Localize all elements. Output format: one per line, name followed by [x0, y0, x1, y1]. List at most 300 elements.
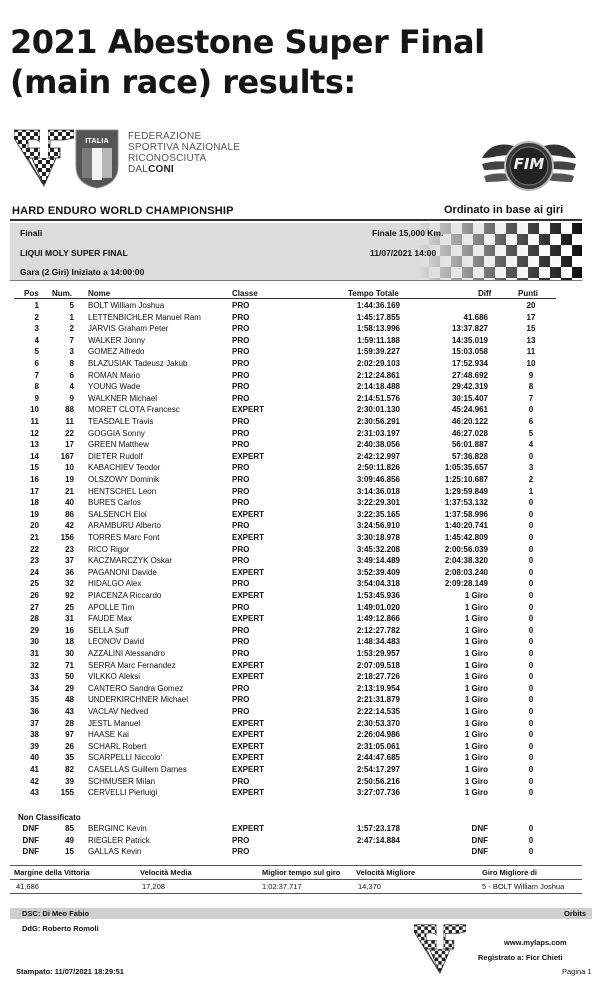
- cell-name: HENTSCHEL Leon: [88, 486, 157, 496]
- championship-title: HARD ENDURO WORLD CHAMPIONSHIP: [12, 205, 234, 217]
- cell-points: 0: [528, 405, 534, 415]
- table-row: [0, 497, 592, 508]
- cell-points: 0: [528, 579, 534, 589]
- cell-diff: 1 Giro: [464, 776, 488, 786]
- margin-label: Margine della Vittoria: [14, 868, 90, 877]
- cell-name: PAGANONI Davide: [88, 567, 157, 577]
- fmi-logo: [14, 128, 74, 188]
- cell-num: 16: [65, 625, 74, 635]
- cell-time: 2:31:05.061: [356, 741, 400, 751]
- table-row: [0, 729, 592, 740]
- cell-points: 0: [528, 707, 534, 716]
- cell-num: 71: [65, 660, 74, 670]
- cell-num: 22: [65, 428, 74, 438]
- cell-num: 23: [65, 544, 74, 554]
- cell-pos: 41: [30, 765, 39, 774]
- cell-num: 4: [69, 382, 74, 392]
- avg-speed-label: Velocità Media: [140, 868, 192, 877]
- cell-time: 2:44:47.685: [356, 753, 400, 763]
- cell-points: 0: [528, 660, 534, 670]
- table-row: [0, 590, 592, 601]
- table-row: [0, 578, 592, 589]
- table-row: [0, 648, 592, 659]
- cell-pos: 13: [30, 440, 39, 450]
- cell-time: 1:48:34.483: [356, 637, 400, 647]
- cell-points: 0: [528, 521, 534, 531]
- cell-points: 0: [528, 824, 534, 833]
- cell-time: 2:14:18.488: [356, 382, 400, 392]
- cell-num: 15: [65, 847, 74, 857]
- cell-num: 36: [65, 567, 74, 577]
- cell-diff: 46:27.028: [451, 428, 488, 438]
- cell-diff: 1 Giro: [464, 637, 488, 647]
- table-row: [0, 381, 592, 392]
- best-speed-label: Velocità Migliore: [356, 868, 416, 877]
- cell-num: 8: [69, 359, 74, 368]
- cell-num: 42: [65, 521, 74, 531]
- cell-pos: 14: [30, 451, 39, 461]
- cell-num: 82: [65, 765, 74, 774]
- table-row: [0, 404, 592, 415]
- cell-diff: 2:09:28.149: [444, 579, 488, 589]
- table-row: [0, 451, 592, 462]
- cell-num: 6: [69, 370, 74, 380]
- cell-name: UNDERKIRCHNER Michael: [88, 695, 189, 705]
- cell-time: 1:49:12.866: [356, 614, 400, 624]
- cell-points: 0: [528, 625, 534, 635]
- cell-name: APOLLE Tim: [88, 602, 135, 612]
- cell-diff: 1 Giro: [464, 660, 488, 670]
- cell-points: 0: [528, 847, 534, 857]
- headline: 2021 Abestone Super Final (main race) results:: [10, 23, 485, 101]
- cell-points: 0: [528, 672, 534, 682]
- cell-pos: 30: [30, 637, 39, 647]
- cell-diff: 15:03.058: [451, 347, 488, 357]
- cell-diff: 41.686: [463, 312, 488, 322]
- cell-num: 155: [60, 788, 74, 798]
- cell-class: PRO: [232, 835, 250, 845]
- cell-diff: 57:36.828: [451, 451, 488, 461]
- cell-num: 9: [69, 393, 74, 403]
- cell-time: 2:13:19.954: [356, 683, 400, 693]
- cell-pos: 39: [30, 741, 39, 751]
- cell-points: 0: [528, 741, 534, 751]
- cell-name: ROMAN Mario: [88, 370, 141, 380]
- cell-pos: 11: [30, 417, 39, 426]
- cell-class: EXPERT: [232, 660, 265, 670]
- cell-class: PRO: [232, 324, 250, 334]
- cell-num: 48: [65, 695, 74, 705]
- cell-num: 2: [69, 324, 74, 334]
- cell-time: 2:42:12.997: [356, 451, 400, 461]
- cell-num: 19: [65, 475, 74, 484]
- cell-num: 1: [69, 312, 74, 322]
- cell-class: EXPERT: [232, 765, 265, 774]
- cell-class: EXPERT: [232, 567, 265, 577]
- cell-time: 2:07:09.518: [356, 660, 400, 670]
- cell-pos: 7: [34, 370, 39, 380]
- cell-class: EXPERT: [232, 614, 265, 624]
- cell-time: 3:49:14.489: [356, 556, 400, 566]
- cell-pos: 40: [30, 753, 39, 763]
- table-row: [0, 613, 592, 624]
- best-lap-label: Miglior tempo sul giro: [262, 868, 341, 877]
- best-lap-by-value: 5 - BOLT William Joshua: [482, 882, 565, 891]
- cell-diff: 1:37:58.996: [444, 509, 488, 519]
- cell-name: AZZALINI Alessandro: [88, 649, 165, 658]
- cell-diff: 1:25:10.687: [444, 475, 488, 484]
- cell-num: 88: [65, 405, 74, 415]
- summary-rule-mid: [10, 879, 582, 880]
- cell-time: 2:14:51.576: [356, 393, 400, 403]
- col-time: Tempo Totale: [348, 289, 399, 298]
- best-speed-value: 14,370: [358, 882, 381, 891]
- cell-class: EXPERT: [232, 788, 265, 798]
- cell-pos: 29: [30, 625, 39, 635]
- cell-class: PRO: [232, 440, 250, 450]
- cell-pos: 16: [30, 475, 39, 484]
- cell-name: BURES Carlos: [88, 498, 141, 508]
- table-row: [0, 474, 592, 485]
- cell-points: 0: [528, 602, 534, 612]
- cell-pos: 25: [30, 579, 39, 589]
- cell-diff: 17:52.934: [451, 359, 488, 368]
- cell-class: EXPERT: [232, 451, 265, 461]
- cell-name: RIEGLER Patrick: [88, 835, 150, 845]
- cell-num: 30: [65, 649, 74, 658]
- cell-name: LETTENBICHLER Manuel Ram: [88, 312, 201, 322]
- cell-class: EXPERT: [232, 509, 265, 519]
- cell-name: JARVIS Graham Peter: [88, 324, 169, 334]
- cell-class: PRO: [232, 521, 250, 531]
- cell-points: 3: [528, 463, 534, 473]
- cell-pos: 4: [34, 335, 39, 345]
- registered-to: Registrato a: Ficr Chieti: [478, 953, 563, 962]
- ordering-note: Ordinato in base ai giri: [444, 204, 564, 216]
- cell-class: PRO: [232, 579, 250, 589]
- cell-time: 2:54:17.297: [356, 765, 400, 774]
- cell-points: 0: [528, 718, 534, 728]
- cell-diff: 1 Giro: [464, 718, 488, 728]
- cell-name: VACLAV Nedved: [88, 707, 149, 716]
- cell-diff: 1:05:35.657: [444, 463, 488, 473]
- cell-name: BOLT William Joshua: [88, 301, 165, 310]
- cell-diff: 1 Giro: [464, 649, 488, 658]
- cell-name: BERGINC Kevin: [88, 824, 147, 833]
- race-phase: Finali: [20, 228, 43, 238]
- cell-points: 0: [528, 567, 534, 577]
- cell-pos: 42: [30, 776, 39, 786]
- cell-diff: 1 Giro: [464, 683, 488, 693]
- cell-name: GOGGIA Sonny: [88, 428, 145, 438]
- cell-pos: 8: [34, 382, 39, 392]
- cell-time: 2:30:56.291: [356, 417, 400, 426]
- table-row: [0, 764, 592, 775]
- table-row: [0, 358, 592, 369]
- cell-diff: 1 Giro: [464, 753, 488, 763]
- header-rule: [14, 298, 556, 299]
- cell-diff: 13:37.827: [451, 324, 488, 334]
- cell-time: 1:45:17.855: [356, 312, 400, 322]
- table-row: [0, 741, 592, 752]
- summary-rule-bottom: [10, 893, 582, 894]
- cell-name: JESTL Manuel: [88, 718, 141, 728]
- cell-points: 4: [528, 440, 534, 450]
- cell-class: PRO: [232, 359, 250, 368]
- cell-pos: 36: [30, 707, 39, 716]
- cell-class: PRO: [232, 625, 250, 635]
- cell-pos: 38: [30, 730, 39, 740]
- cell-pos: 19: [30, 509, 39, 519]
- cell-pos: DNF: [22, 835, 39, 845]
- cell-name: YOUNG Wade: [88, 382, 141, 392]
- cell-num: 26: [65, 741, 74, 751]
- cell-pos: 5: [34, 347, 39, 357]
- cell-time: 2:22:14.535: [356, 707, 400, 716]
- table-row: [0, 486, 592, 497]
- cell-diff: 1:40:20.741: [444, 521, 488, 531]
- cell-name: MORET CLOTA Francesc: [88, 405, 180, 415]
- cell-points: 0: [528, 765, 534, 774]
- federation-text: FEDERAZIONE SPORTIVA NAZIONALE RICONOSCIUTA DALCONI: [128, 131, 241, 175]
- cell-class: PRO: [232, 776, 250, 786]
- cell-diff: 1 Giro: [464, 625, 488, 635]
- cell-num: 35: [65, 753, 74, 763]
- cell-num: 156: [60, 533, 74, 542]
- cell-pos: 2: [34, 312, 39, 322]
- cell-name: GALLAS Kevin: [88, 847, 142, 857]
- table-row: [0, 323, 592, 334]
- cell-class: PRO: [232, 301, 250, 310]
- cell-name: HAASE Kai: [88, 730, 129, 740]
- col-class: Classe: [232, 289, 258, 298]
- cell-time: 1:57:23.178: [356, 824, 400, 833]
- cell-name: ARAMBURU Alberto: [88, 521, 161, 531]
- cell-pos: 35: [30, 695, 39, 705]
- cell-time: 3:24:56.910: [356, 521, 400, 531]
- table-row: [0, 671, 592, 682]
- cell-class: EXPERT: [232, 672, 265, 682]
- table-row: [0, 602, 592, 613]
- cell-time: 2:30:53.370: [356, 718, 400, 728]
- cell-points: 6: [528, 417, 534, 426]
- cell-class: PRO: [232, 649, 250, 658]
- summary-rule-top: [10, 865, 582, 866]
- cell-name: WALKER Jonny: [88, 335, 146, 345]
- cell-name: SERRA Marc Fernandez: [88, 660, 176, 670]
- top-rule: [10, 219, 582, 221]
- cell-diff: 1 Giro: [464, 741, 488, 751]
- cell-time: 2:40:38.056: [356, 440, 400, 450]
- cell-points: 13: [526, 335, 536, 345]
- table-row: [0, 660, 592, 671]
- cell-num: 10: [65, 463, 74, 473]
- cell-num: 31: [65, 614, 74, 624]
- cell-name: GOMEZ Alfredo: [88, 347, 145, 357]
- cell-name: SALSENCH Eloi: [88, 509, 147, 519]
- cell-diff: 29:42.319: [451, 382, 488, 392]
- table-row: [0, 776, 592, 787]
- cell-name: CANTERO Sandra Gomez: [88, 683, 184, 693]
- cell-num: 86: [65, 509, 74, 519]
- cell-class: EXPERT: [232, 741, 265, 751]
- cell-pos: 17: [30, 486, 39, 496]
- cell-time: 3:30:18.978: [356, 533, 400, 542]
- cell-points: 0: [528, 649, 534, 658]
- shield-text: ITALIA: [85, 136, 109, 145]
- cell-num: 25: [65, 602, 74, 612]
- cell-points: 0: [528, 614, 534, 624]
- cell-diff: 14:35.019: [451, 335, 488, 345]
- table-row: [0, 567, 592, 578]
- cell-num: 49: [65, 835, 74, 845]
- cell-name: SCHARL Robert: [88, 741, 147, 751]
- race-name: LIQUI MOLY SUPER FINAL: [20, 248, 128, 258]
- dsc-name: DSC: Di Meo Fabio: [22, 909, 90, 918]
- cell-pos: 23: [30, 556, 39, 566]
- cell-name: KACZMARCZYK Oskar: [88, 556, 173, 566]
- cell-time: 2:50:56.216: [356, 776, 400, 786]
- cell-name: TEASDALE Travis: [88, 417, 154, 426]
- cell-time: 2:26:04.986: [356, 730, 400, 740]
- cell-points: 10: [526, 359, 536, 368]
- race-info: Gara (2 Giri) Iniziato a 14:00:00: [20, 267, 145, 277]
- cell-num: 17: [65, 440, 74, 450]
- best-lap-by-label: Giro Migliore di: [482, 868, 538, 877]
- cell-class: PRO: [232, 312, 250, 322]
- dsc-bar: [10, 908, 592, 919]
- cell-pos: 37: [30, 718, 39, 728]
- cell-pos: 12: [30, 428, 39, 438]
- cell-class: EXPERT: [232, 591, 265, 600]
- cell-points: 9: [528, 370, 534, 380]
- table-row: [0, 787, 592, 798]
- cell-class: PRO: [232, 544, 250, 554]
- cell-pos: 21: [30, 533, 39, 542]
- cell-num: 21: [65, 486, 74, 496]
- table-row: [0, 636, 592, 647]
- cell-pos: 3: [34, 324, 39, 334]
- table-row: [0, 544, 592, 555]
- cell-diff: 1 Giro: [464, 591, 488, 600]
- cell-diff: DNF: [471, 847, 488, 857]
- cell-time: 3:22:29.301: [356, 498, 400, 508]
- cell-name: TORRES Marc Font: [88, 533, 160, 542]
- cell-name: PIACENZA Riccardo: [88, 591, 162, 600]
- cell-time: 2:12:27.782: [356, 625, 400, 635]
- cell-class: EXPERT: [232, 718, 265, 728]
- cell-time: 2:21:31.879: [356, 695, 400, 705]
- cell-points: 0: [528, 544, 534, 554]
- table-row: [0, 694, 592, 705]
- cell-pos: 34: [30, 683, 39, 693]
- table-row: [0, 428, 592, 439]
- cell-points: 0: [528, 776, 534, 786]
- cell-pos: DNF: [22, 824, 39, 833]
- cell-time: 3:45:32.208: [356, 544, 400, 554]
- ddg-name: DdG: Roberto Romoli: [22, 924, 99, 933]
- cell-time: 2:31:03.197: [356, 428, 400, 438]
- cell-time: 3:22:35.165: [356, 509, 400, 519]
- cell-name: GREEN Matthew: [88, 440, 149, 450]
- cell-time: 2:47:14.884: [356, 835, 400, 845]
- cell-pos: 28: [30, 614, 39, 624]
- cell-points: 17: [526, 312, 536, 322]
- cell-time: 1:53:45.936: [356, 591, 400, 600]
- cell-num: 29: [65, 683, 74, 693]
- table-row: [0, 625, 592, 636]
- cell-diff: DNF: [471, 835, 488, 845]
- cell-time: 2:50:11.826: [357, 463, 400, 473]
- printed-timestamp: Stampato: 11/07/2021 18:29:51: [16, 967, 124, 976]
- cell-diff: 30:15.407: [451, 393, 488, 403]
- cell-class: PRO: [232, 498, 250, 508]
- table-row: [0, 370, 592, 381]
- cell-num: 97: [65, 730, 74, 740]
- cell-points: 0: [528, 730, 534, 740]
- cell-time: 2:12:24.861: [356, 370, 400, 380]
- cell-time: 3:14:36.018: [356, 486, 400, 496]
- cell-class: EXPERT: [232, 533, 265, 542]
- cell-points: 7: [528, 393, 534, 403]
- table-row: [0, 393, 592, 404]
- cell-class: PRO: [232, 335, 250, 345]
- col-pos: Pos: [24, 289, 39, 298]
- cell-name: SELLA Suff: [88, 625, 129, 635]
- cell-pos: 9: [34, 393, 39, 403]
- table-row: [0, 718, 592, 729]
- cell-points: 5: [528, 428, 534, 438]
- cell-time: 3:27:07.736: [356, 788, 400, 798]
- cell-time: 2:30:01.130: [356, 405, 400, 415]
- cell-points: 0: [528, 788, 534, 798]
- cell-pos: 43: [30, 788, 39, 798]
- table-row: [0, 706, 592, 717]
- cell-class: PRO: [232, 637, 250, 647]
- cell-num: 7: [69, 335, 74, 345]
- cell-time: 1:59:11.188: [357, 335, 400, 345]
- cell-num: 40: [65, 498, 74, 508]
- cell-time: 1:53:29.957: [356, 649, 400, 658]
- cell-num: 32: [65, 579, 74, 589]
- cell-diff: 1 Giro: [464, 765, 488, 774]
- race-info-box: [10, 223, 582, 281]
- cell-pos: DNF: [22, 847, 39, 857]
- cell-pos: 6: [34, 359, 39, 368]
- cell-name: RICO Rigor: [88, 544, 130, 554]
- cell-diff: 2:08:03.240: [444, 567, 488, 577]
- cell-diff: 1:45:42.809: [444, 533, 488, 542]
- cell-name: OLSZOWY Dominik: [88, 475, 159, 484]
- cell-class: PRO: [232, 393, 250, 403]
- cell-time: 1:59:39.227: [356, 347, 400, 357]
- table-row: [0, 300, 592, 311]
- cell-points: 15: [526, 324, 536, 334]
- cell-class: PRO: [232, 602, 250, 612]
- cell-points: 0: [528, 509, 534, 519]
- cell-points: 11: [526, 347, 536, 357]
- cell-diff: 27:48.692: [451, 370, 488, 380]
- table-row: [0, 555, 592, 566]
- cell-points: 0: [528, 451, 534, 461]
- cell-pos: 33: [30, 672, 39, 682]
- col-diff: Diff: [478, 289, 492, 298]
- fim-text: FIM: [513, 155, 545, 173]
- cell-num: 28: [65, 718, 74, 728]
- cell-name: CASELLAS Guillem Darnes: [88, 765, 187, 774]
- cell-diff: 1:37:53.132: [444, 498, 488, 508]
- non-classified-title: Non Classificato: [18, 813, 81, 822]
